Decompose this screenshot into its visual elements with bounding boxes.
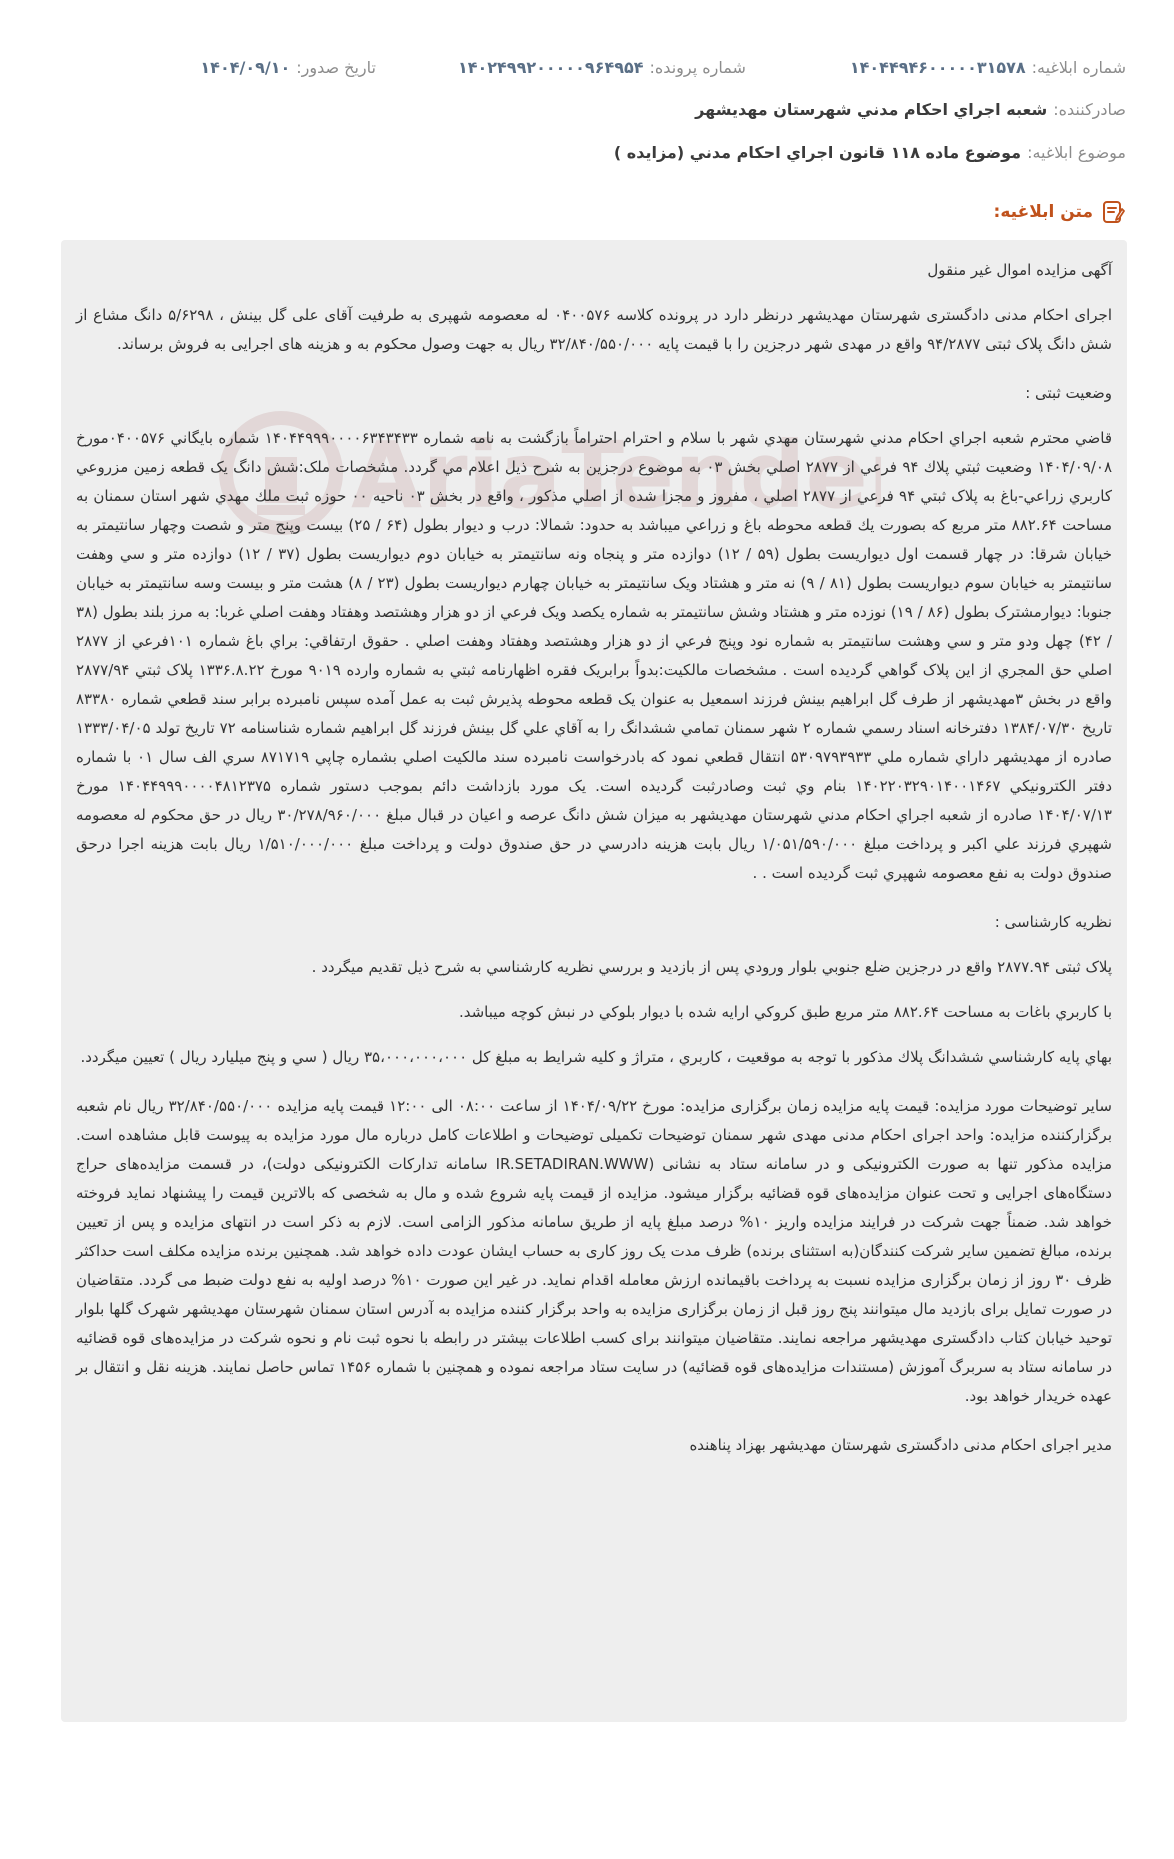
- subject-row: [48, 143, 1126, 162]
- signature-line: مدیر اجرای احکام مدنی دادگستری شهرستان مهدیشهر بهزاد پناهنده: [689, 1436, 1112, 1454]
- registration-status-heading: وضعیت ثبتی :: [1025, 384, 1112, 402]
- notice-number: [850, 58, 1126, 77]
- expert-opinion-heading: نظریه کارشناسی :: [994, 913, 1112, 931]
- expert-opinion-paragraph-2: با كاربري باغات به مساحت ۸۸۲.۶۴ متر مربع طبق كروكي ارايه شده با ديوار بلوكي در نبش كوچه ميباشد.: [458, 1003, 1112, 1021]
- notice-text-box: [61, 240, 1127, 1722]
- auction-details-paragraph: سایر توضیحات مورد مزایده: قیمت پایه مزایده زمان برگزاری مزایده: مورخ ۱۴۰۴/۰۹/۲۲ از ساعت ۰۸:۰۰ الی ۱۲:۰۰ قیمت پایه مزایده ۳۲/۸۴۰/۵۵۰/۰۰۰ ریال نام شعبه برگزارکننده مزایده: واحد اجرای احکام مدنی مهدی شهر سمنان توضیحات تکمیلی توضیحات و اطلاعات کامل درباره مال مورد مزایده به پیوست قابل مشاهده است. مزایده مذکور تنها به صورت الکترونیکی و در سامانه ستاد به نشانی (IR.SETADIRAN.WWW سامانه تدارکات الکترونیکی دولت)، در قسمت مزایده‌های حراج دستگاه‌های اجرایی و تحت عنوان مزایده‌های قوه قضائیه برگزار میشود. مزایده از قیمت پایه شروع شده و مال به شخصی که بالاترین قیمت را پیشنهاد نماید فروخته خواهد شد. ضمناً جهت شرکت در فرایند مزایده واریز ۱۰% درصد مبلغ پایه از طریق سامانه مذکور الزامی است. لازم به ذکر است در انتهای مزایده و پس از تعیین برنده، مبالغ تضمین سایر شرکت کنندگان(به استثنای برنده) ظرف مدت یک روز کاری به حساب ایشان عودت داده خواهد شد. همچنین برنده مزایده مکلف است حداکثر ظرف ۳۰ روز از زمان برگزاری مزایده نسبت به پرداخت باقیمانده ارزش معامله اقدام نماید. در غیر این صورت ۱۰% درصد اولیه به نفع دولت ضبط می گردد. متقاضیان در صورت تمایل برای بازدید مال میتوانند پنج روز قبل از زمان برگزاری مزایده به واحد برگزار کننده مزایده به آدرس استان سمنان شهرستان مهدیشهر شهرک گلها بلوار توحید خیابان کتاب دادگستری مهدیشهر مراجعه نمایند. متقاضیان میتوانند برای کسب اطلاعات بیشتر در رابطه با نحوه ثبت نام و نحوه شرکت در مزایده‌های قوه قضائیه در سامانه ستاد به سربرگ آموزش (مستندات مزایده‌های قوه قضائیه) در سایت ستاد مراجعه نموده و همچنین با شماره ۱۴۵۶ تماس حاصل نمایند. هزینه نقل و انتقال بر عهده خریدار خواهد بود.: [76, 1097, 1113, 1405]
- issue-date-value: ۱۴۰۴/۰۹/۱۰: [200, 58, 291, 77]
- issue-date-label: تاریخ صدور:: [296, 58, 376, 77]
- subject-value: موضوع ماده ۱۱۸ قانون اجراي احكام مدني (مزايده ): [613, 143, 1022, 162]
- notice-text-heading: [994, 199, 1127, 225]
- issuer-label: صادرکننده:: [1053, 100, 1126, 119]
- case-number-value: ۱۴۰۲۴۹۹۲۰۰۰۰۰۹۶۴۹۵۴: [457, 58, 644, 77]
- case-number: [458, 58, 746, 77]
- document-edit-icon: [1101, 199, 1127, 225]
- case-number-label: شماره پرونده:: [649, 58, 746, 77]
- expert-valuation-paragraph: بهاي پايه كارشناسي ششدانگ پلاك مذكور با توجه به موقعيت ، كاربري ، متراژ و كليه شرايط به مبلغ كل ۳۵،۰۰۰،۰۰۰،۰۰۰ ريال ( سي و پنج ميليارد ريال ) تعيين ميگردد.: [80, 1048, 1112, 1066]
- issuer: [695, 100, 1126, 119]
- subject-label: موضوع ابلاغیه:: [1027, 143, 1126, 162]
- notice-number-value: ۱۴۰۴۴۹۴۶۰۰۰۰۰۳۱۵۷۸: [849, 58, 1026, 77]
- notice-number-label: شماره ابلاغیه:: [1031, 58, 1126, 77]
- notice-text-title: متن ابلاغیه:: [993, 202, 1093, 222]
- issuer-value: شعبه اجراي احكام مدني شهرستان مهديشهر: [695, 100, 1048, 119]
- registration-status-paragraph: قاضي محترم شعبه اجراي احكام مدني شهرستان مهدي شهر با سلام و احترام احتراماً بازگشت به نامه شماره ۱۴۰۴۴۹۹۹۰۰۰۰۶۳۴۳۴۳۳ شماره بايگاني ۰۴۰۰۵۷۶مورخ ۱۴۰۴/۰۹/۰۸ وضعيت ثبتي پلاك ۹۴ فرعي از ۲۸۷۷ اصلي بخش ۰۳ به موضوع درجزين به شرح ذيل اعلام مي گردد. مشخصات ملک:شش دانگ يک قطعه زمين مزروعي کاربري زراعي-باغ به پلاک ثبتي ۹۴ فرعي از ۲۸۷۷ اصلي ، مفروز و مجزا شده از اصلي مذکور ، واقع در بخش ۰۳ ناحيه ۰۰ حوزه ثبت ملك مهدي شهر استان سمنان به مساحت ۸۸۲.۶۴ متر مربع كه بصورت يك قطعه محوطه باغ و زراعي ميباشد به حدود: شمالا: درب و ديوار بطول (۶۴ / ۲۵) بيست وپنج متر و شصت وچهار سانتيمتر به خيابان شرقا: در چهار قسمت اول ديواريست بطول (۵۹ / ۱۲) دوازده متر و پنجاه ونه سانتيمتر به خيابان دوم ديواريست بطول (۳۷ / ۱۲) دوازده متر و سي وهفت سانتيمتر به خيابان سوم ديواريست بطول (۸۱ / ۹) نه متر و هشتاد ويک سانتيمتر به خيابان چهارم ديواريست بطول (۲۳ / ۸) هشت متر و بيست وسه سانتيمتر به خيابان جنوبا: ديوارمشترک بطول (۸۶ / ۱۹) نوزده متر و هشتاد وشش سانتيمتر به شماره يکصد ويک فرعي از دو هزار وهشتصد وهفتاد وهفت اصلي غربا: به مرز بلند بطول (۳۸ / ۴۲) چهل ودو متر و سي وهشت سانتيمتر به شماره نود وپنج فرعي از دو هزار وهشتصد وهفتاد وهفت اصلي . حقوق ارتفاقي: براي باغ شماره ۱۰۱فرعي از ۲۸۷۷ اصلي حق المجري از اين پلاک گواهي گرديده است . مشخصات مالکيت:بدواً برابريک فقره اظهارنامه ثبتي به شماره وارده ۹۰۱۹ مورخ ۱۳۳۶.۸.۲۲ پلاک ثبتي ۲۸۷۷/۹۴ واقع در بخش ۳مهديشهر از طرف گل ابراهيم بينش فرزند اسمعيل به عنوان يک قطعه محوطه پذيرش ثبت به عمل آمده سپس نامبرده برابر سند قطعي شماره ۸۳۳۸۰ تاريخ ۱۳۸۴/۰۷/۳۰ دفترخانه اسناد رسمي شماره ۲ شهر سمنان تمامي ششدانگ را به آقاي علي گل بينش فرزند گل ابراهيم شماره شناسنامه ۷۲ تاريخ تولد ۱۳۳۳/۰۴/۰۵ صادره از مهديشهر داراي شماره ملي ۵۳۰۹۷۹۳۹۳۳ انتقال قطعي نمود كه بادرخواست نامبرده سند مالكيت اصلي بشماره چاپي ۸۷۱۷۱۹ سري الف سال ۰۱ با شماره دفتر الكترونيكي ۱۴۰۲۲۰۳۲۹۰۱۴۰۰۱۴۶۷ بنام وي ثبت وصادرثبت گرديده است. يک مورد بازداشت دائم بموجب دستور شماره ۱۴۰۴۴۹۹۹۰۰۰۰۴۸۱۲۳۷۵ مورخ ۱۴۰۴/۰۷/۱۳ صادره از شعبه اجراي احكام مدني شهرستان مهديشهر به ميزان شش دانگ عرصه و اعيان در قبال مبلغ ۳۰/۲۷۸/۹۶۰/۰۰۰ ريال در حق محكوم له معصومه شهپري فرزند علي اكبر و پرداخت مبلغ ۱/۰۵۱/۵۹۰/۰۰۰ ريال بابت هزينه دادرسي در حق صندوق دولت و پرداخت مبلغ ۱/۵۱۰/۰۰۰/۰۰۰ ريال بابت هزينه اجرا درحق صندوق دولت به نفع معصومه شهپري ثبت گرديده است . .: [76, 429, 1113, 882]
- subject: [614, 143, 1126, 162]
- auction-intro-paragraph: اجرای احکام مدنی دادگستری شهرستان مهدیشهر درنظر دارد در پرونده کلاسه ۰۴۰۰۵۷۶ له معصومه شهپری به طرفیت آقای علی گل بینش ، ۵/۶۲۹۸ دانگ مشاع از شش دانگ پلاک ثبتی ۹۴/۲۸۷۷ واقع در مهدی شهر درجزین را با قیمت پایه ۳۲/۸۴۰/۵۵۰/۰۰۰ ریال به جهت وصول محکوم به و هزینه های اجرایی به فروش برساند.: [76, 306, 1112, 353]
- issuer-row: [48, 100, 1126, 119]
- notice-meta-row: [48, 58, 1126, 77]
- expert-opinion-paragraph-1: پلاک ثبتی ۲۸۷۷.۹۴ واقع در درجزين ضلع جنوبي بلوار ورودي پس از بازديد و بررسي نظريه كارشناسي به شرح ذيل تقديم ميگردد .: [311, 958, 1112, 976]
- watermark-text: AriaTende: [351, 422, 868, 529]
- notice-heading-paragraph: آگهی مزایده اموال غیر منقول: [927, 261, 1112, 279]
- issue-date: [200, 58, 376, 77]
